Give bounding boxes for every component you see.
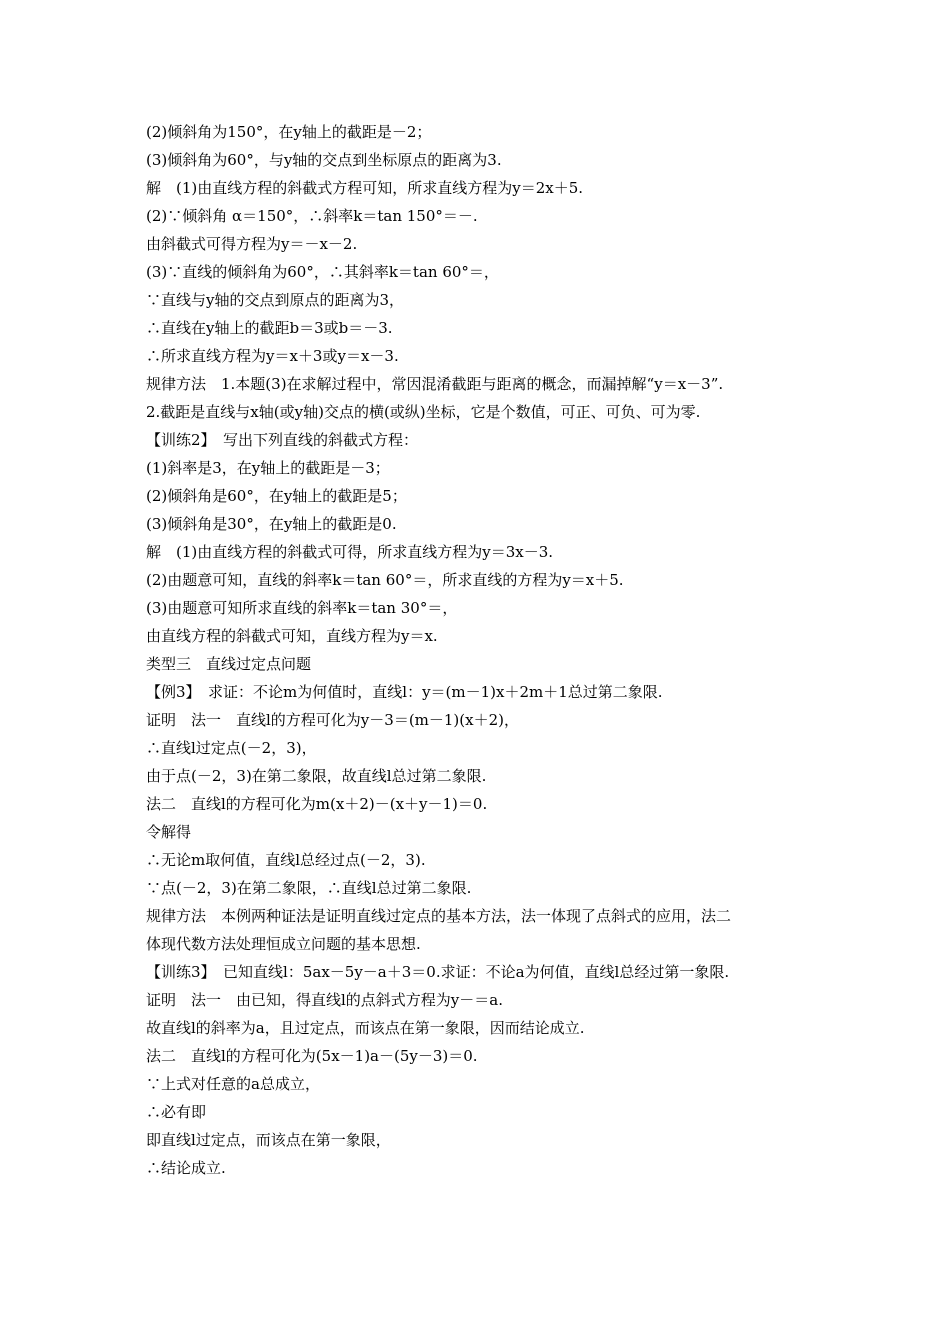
text-line: 规律方法 1.本题(3)在求解过程中，常因混淆截距与距离的概念，而漏掉解“y＝x－3”.	[146, 375, 724, 393]
text-line: 令解得	[146, 823, 192, 841]
text-line: ∴直线在y轴上的截距b＝3或b＝－3.	[146, 319, 393, 337]
text-line: 规律方法 本例两种证法是证明直线过定点的基本方法，法一体现了点斜式的应用，法二	[146, 907, 732, 925]
text-line: 证明 法一 由已知，得直线l的点斜式方程为y－＝a.	[146, 991, 503, 1009]
text-line: ∴结论成立.	[146, 1159, 226, 1177]
text-line: 法二 直线l的方程可化为m(x＋2)－(x＋y－1)＝0.	[146, 795, 488, 813]
text-line: 解 (1)由直线方程的斜截式方程可知，所求直线方程为y＝2x＋5.	[146, 179, 584, 197]
text-line: (2)由题意可知，直线的斜率k＝tan 60°＝，所求直线的方程为y＝x＋5.	[146, 571, 624, 589]
text-line: ∵直线与y轴的交点到原点的距离为3，	[146, 291, 405, 309]
text-line: 类型三 直线过定点问题	[146, 655, 312, 673]
document-page	[146, 118, 846, 1182]
text-line: (2)∵倾斜角 α＝150°，∴斜率k＝tan 150°＝－.	[146, 207, 478, 225]
text-line: (2)倾斜角为150°，在y轴上的截距是－2；	[146, 123, 432, 141]
text-line: 由直线方程的斜截式可知，直线方程为y＝x.	[146, 627, 438, 645]
text-line: 体现代数方法处理恒成立问题的基本思想.	[146, 935, 421, 953]
text-line: 法二 直线l的方程可化为(5x－1)a－(5y－3)＝0.	[146, 1047, 478, 1065]
text-line: 由于点(－2，3)在第二象限，故直线l总过第二象限.	[146, 767, 487, 785]
text-line: (3)倾斜角为60°，与y轴的交点到坐标原点的距离为3.	[146, 151, 502, 169]
text-line: (3)倾斜角是30°，在y轴上的截距是0.	[146, 515, 397, 533]
text-line: 【训练2】 写出下列直线的斜截式方程：	[146, 431, 419, 449]
text-line: 证明 法一 直线l的方程可化为y－3＝(m－1)(x＋2)，	[146, 711, 519, 729]
text-line: 【例3】 求证：不论m为何值时，直线l：y＝(m－1)x＋2m＋1总过第二象限.	[146, 683, 663, 701]
text-line: 故直线l的斜率为a，且过定点，而该点在第一象限，因而结论成立.	[146, 1019, 585, 1037]
text-line: ∵上式对任意的a总成立，	[146, 1075, 320, 1093]
text-line: 即直线l过定点，而该点在第一象限，	[146, 1131, 391, 1149]
text-line: 由斜截式可得方程为y＝－x－2.	[146, 235, 358, 253]
text-line: ∴必有即	[146, 1103, 207, 1121]
text-line: ∵点(－2，3)在第二象限，∴直线l总过第二象限.	[146, 879, 472, 897]
text-line: (3)∵直线的倾斜角为60°，∴其斜率k＝tan 60°＝，	[146, 263, 499, 281]
text-line: 2.截距是直线与x轴(或y轴)交点的横(或纵)坐标，它是个数值，可正、可负、可为零.	[146, 403, 701, 421]
text-line: 解 (1)由直线方程的斜截式可得，所求直线方程为y＝3x－3.	[146, 543, 554, 561]
text-line: (3)由题意可知所求直线的斜率k＝tan 30°＝，	[146, 599, 458, 617]
text-line: (2)倾斜角是60°，在y轴上的截距是5；	[146, 487, 407, 505]
text-line: (1)斜率是3，在y轴上的截距是－3；	[146, 459, 390, 477]
text-line: 【训练3】 已知直线l：5ax－5y－a＋3＝0.求证：不论a为何值，直线l总经过第一象限.	[146, 963, 730, 981]
text-line: ∴所求直线方程为y＝x＋3或y＝x－3.	[146, 347, 399, 365]
text-line: ∴直线l过定点(－2，3)，	[146, 739, 317, 757]
text-line: ∴无论m取何值，直线l总经过点(－2，3).	[146, 851, 426, 869]
